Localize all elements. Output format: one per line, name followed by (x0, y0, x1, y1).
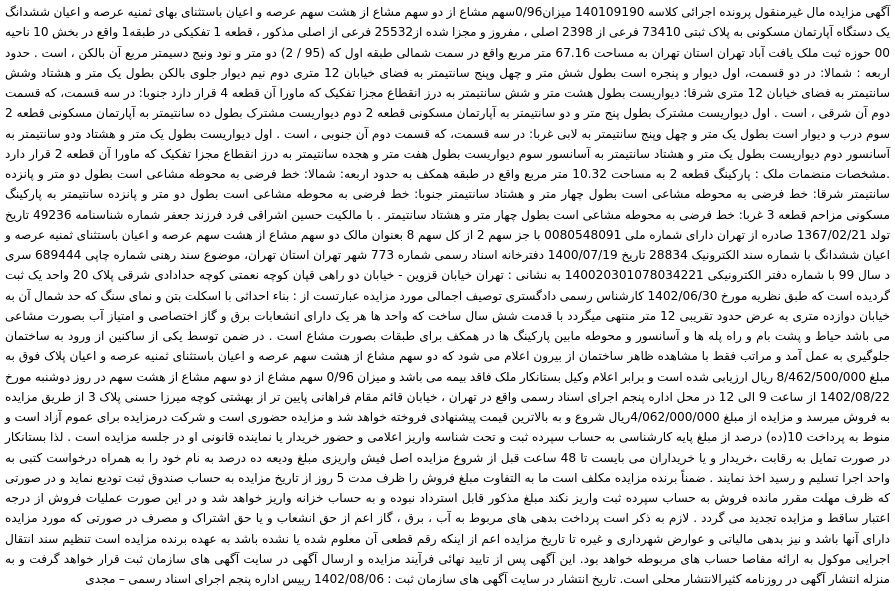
auction-notice-text: آگهی مزایده مال غیرمنقول پرونده اجرائی کلاسه 140109190 میزان0/96سهم مشاع از دو سهم مشاع از هشت سهم عرصه و اعیان باستثنای بهای ثمنیه عرصه و اعیان ششدانگ یک دستگاه آپارتمان مسکونی به پلاک ثبتی 73410 فرعی از 2398 اصلی ، مفروز و مجزا شده از25532 فرعی از اصلی مذکور ، قطعه 1 تفکیکی در طبقه1 واقع در بخش 10 ناحیه 00 حوزه ثبت ملک یافت آباد تهران استان تهران به مساحت 67.16 متر مربع واقع در سمت شمالی طبقه اول که (95 / 2) دو متر و نود ونیج دسیمتر مربع آن بالکن ، است . حدود اربعه : شمالا: در دو قسمت، اول دیوار و پنجره است بطول شش متر و چهل وپنج سانتیمتر به فضای خیابان 12 متری دوم نیم دیوار جلوی بالکن بطول یک متر و هشتاد وشش سانتیمتر به فضای خیابان 12 متری شرقا: دیواریست بطول هشت متر و شش سانتیمتر به درز انقطاع مجزا تفکیک که ماورا آن قطعه 4 قرار دارد جنوبا: در سه قسمت، که قسمت دوم آن شرقی ، است . اول دیواریست مشترک بطول پنج متر و دو سانتیمتر به آپارتمان مسکونی قطعه 2 دوم دیواریست مشترک بطول ده سانتیمتر به آپارتمان مسکونی قطعه 2 سوم درب و دیوار است بطول یک متر و چهل وپنج سانتیمتر به لابی غربا: در سه قسمت، که قسمت دوم آن جنوبی ، است . اول دیواریست بطول یک متر و هشتاد ودو سانتیمتر به آسانسور دوم دیواریست بطول یک متر و هشتاد سانتیمتر به آسانسور سوم دیواریست بطول هفت متر و هجده سانتیمتر به درز انقطاع مجزا تفکیک که ماورا آن قطعه 2 قرار دارد .مشخصات منضمات ملک : پارکینگ قطعه 2 به مساحت 10.32 متر مربع واقع در طبقه همکف به حدود اربعه: شمالا: خط فرضی به محوطه مشاعی است بطول دو متر و پانزده سانتیمتر شرقا: خط فرضی به محوطه مشاعی است بطول چهار متر و هشتاد سانتیمتر جنوبا: خط فرضی به محوطه مشاعی است بطول دو متر و پانزده سانتیمتر به پارکینگ مسکونی مزاحم قطعه 3 غربا: خط فرضی به محوطه مشاعی است بطول چهار متر و هشتاد سانتیمتر . با مالکیت حسین اشراقی فرد فرزند جعفر شماره شناسنامه 49236 تاریخ تولد 1367/02/21 صادره از تهران دارای شماره ملی 0080548091 با جز سهم 2 از کل سهم 8 بعنوان مالک دو سهم مشاع از هشت سهم عرصه و اعیان باستثنای ثمنیه عرصه و اعیان ششدانگ با شماره سند الکترونیک 28834 تاریخ 1400/07/19 دفترخانه اسناد رسمی شماره 773 شهر تهران استان تهران، موضوع سند رهنی شماره چاپی 689444 سری د سال 99 با شماره دفتر الکترونیکی 140020301078034221 به نشانی : تهران خیابان قزوین - خیابان دو راهی قپان کوچه نعمتی کوچه حدادادی شرقی پلاک 20 واحد یک ثبت گردیده است که طبق نظریه مورخ 1402/06/30 کارشناس رسمی دادگستری توصیف اجمالی مورد مزایده عبارتست از : بناء احداثی با اسکلت بتن و نمای سنگ که حد شمال آن به خیابان دوازده متری به عرض حدود تقریبی 12 متر منتهی میگردد با قدمت شش سال ساخت که واحد ها هر یک دارای انشعابات برق و گاز اختصاصی و امتیاز آب بصورت مشاعی می باشد حیاط و پشت بام و راه پله ها و آسانسور و محوطه مابین پارکینگ ها در همکف برای طبقات بصورت مشاع است . در ضمن توسط یکی از ساکنین از ورود به ساختمان جلوگیری به عمل آمد و مراتب فقط با مشاهده ظاهر ساختمان از بیرون اعلام می شود که دو سهم مشاع از هشت سهم عرصه و اعیان باستثنای ثمنیه عرصه و اعیان پلاک فوق به مبلغ 8/462/500/000 ریال ارزیابی شده است و برابر اعلام وکیل بستانکار ملک فاقد بیمه می باشد و میزان 0/96 سهم مشاع از دو سهم مشاع از هشت سهم در روز دوشنبه مورخ 1402/08/22 از ساعت 9 الی 12 در محل اداره پنجم اجرای اسناد رسمی واقع در تهران ، خیابان قائم مقام فراهانی پایین تر از بهشتی کوچه میرزا حسنی پلاک 3 از طریق مزایده به فروش میرسد و مزایده از مبلغ 4/062/000/000ریال شروع و به بالاترین قیمت پیشنهادی فروخته خواهد شد و مزایده حضوری است و شرکت درمزایده برای عموم آزاد است و منوط به پرداخت 10(ده) درصد از مبلغ پایه کارشناسی به حساب سپرده ثبت و تحت شناسه واریز اعلامی و حضور خریدار یا نماینده قانونی او در جلسه مزایده است . لذا بستانکار در صورت تمایل به رقابت ،خریدار و یا خریداران می بایست تا 48 ساعت قبل از شروع مزایده اصل فیش واریزی مبلغ ودیعه ده درصد به نام خود را به همراه درخواست کتبی به واحد اجرا تسلیم و رسید اخذ نمایند . ضمناً برنده مزایده مکلف است ما به التفاوت مبلغ فروش را ظرف مدت 5 روز از تاریخ مزایده به حساب صندوق ثبت تودیع نماید و در صورتی که ظرف مهلت مقرر مانده فروش به حساب سپرده ثبت واریز نکند مبلغ مذکور قابل استرداد نبوده و به حساب خزانه واریز خواهد شد و در این صورت عملیات فروش از درجه اعتبار ساقط و مزایده تجدید می گردد . لازم به ذکر است پرداخت بدهی های مربوط به آب ، برق ، گاز اعم از حق انشعاب و یا حق اشتراک و مصرف در صورتی که مورد مزایده دارای آنها باشد و نیز بدهی مالیاتی و عوارض شهرداری و غیره تا تاریخ مزایده اعم از اینکه رقم قطعی آن معلوم شده یا نشده باشد به عهده برنده مزایده است تنظیم سند انتقال اجرایی موکول به ارائه مفاصا حساب های مربوطه خواهد بود. این آگهی پس از تایید نهائی فرآیند مزایده و ارسال آگهی در سایت آگهی های سازمان ثبت قرار خواهد گرفت و به منزله انتشار آگهی در روزنامه کثیرالانتشار محلی است. تاریخ انتشار در سایت آگهی های سازمان ثبت : 1402/08/06 رییس اداره پنجم اجرای اسناد رسمی – مجدی (5, 5, 891, 586)
